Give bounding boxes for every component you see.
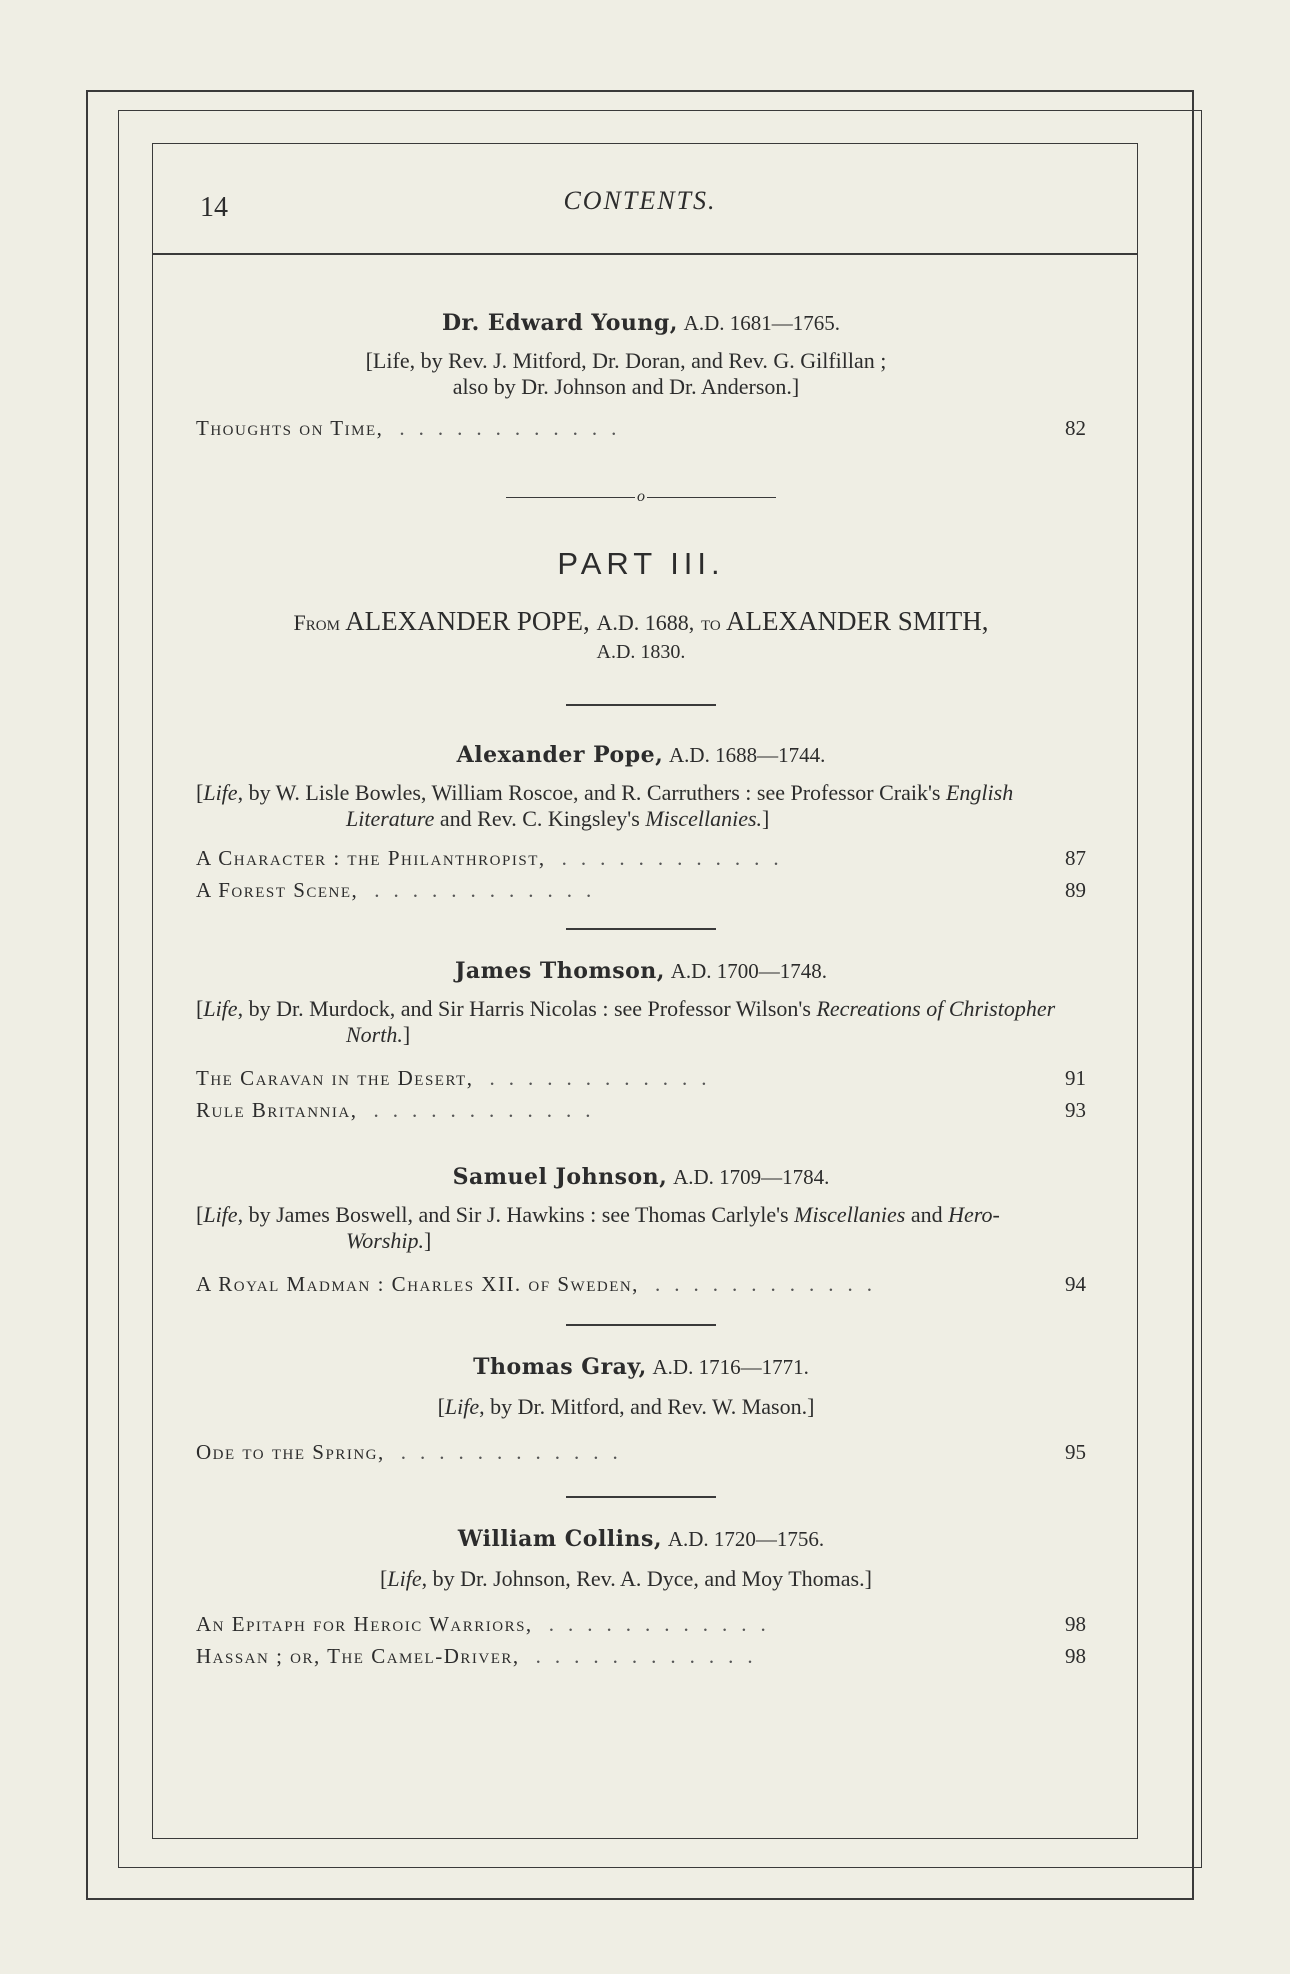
section-rule xyxy=(566,1496,716,1498)
leader-dots: ............ xyxy=(535,1644,767,1668)
author-name: Dr. Edward Young, xyxy=(441,310,678,336)
toc-entry[interactable] xyxy=(196,1640,1086,1672)
life-note: [Life, by Dr. Johnson, Rev. A. Dyce, and Moy Thomas.] xyxy=(380,1566,872,1591)
author-name: Thomas Gray, xyxy=(473,1354,647,1380)
entry-title: Thoughts on Time, xyxy=(196,416,384,440)
life-note-line: also by Dr. Johnson and Dr. Anderson.] xyxy=(452,374,800,399)
entry-title: A Forest Scene, xyxy=(196,878,359,902)
author-section-pope xyxy=(196,742,1086,906)
life-note xyxy=(196,348,1086,400)
author-heading xyxy=(196,742,1086,768)
entry-page: 95 xyxy=(1065,1440,1086,1464)
author-section-gray xyxy=(196,1354,1086,1468)
leader-dots: ............ xyxy=(400,1440,632,1464)
author-dates: A.D. 1709—1784. xyxy=(673,1165,830,1189)
entry-title: A Character : the Philanthropist, xyxy=(196,846,546,870)
life-note-line: [Life, by Rev. J. Mitford, Dr. Doran, and Rev. G. Gilfillan ; xyxy=(365,348,887,373)
entry-page: 91 xyxy=(1065,1066,1086,1090)
entry-title: A Royal Madman : Charles XII. of Sweden, xyxy=(196,1272,639,1296)
life-note: [Life, by James Boswell, and Sir J. Hawkins : see Thomas Carlyle's Miscellanies and Hero-Worship.] xyxy=(196,1202,1000,1253)
author-heading xyxy=(196,1164,1086,1190)
life-note: [Life, by Dr. Murdock, and Sir Harris Nicolas : see Professor Wilson's Recreations of Christopher North.] xyxy=(196,996,1056,1047)
life-note: [Life, by Dr. Mitford, and Rev. W. Mason.] xyxy=(437,1394,815,1419)
toc-entry[interactable] xyxy=(196,1268,1086,1300)
author-dates: A.D. 1700—1748. xyxy=(670,959,828,983)
leader-dots: ............ xyxy=(654,1272,886,1296)
header-rule xyxy=(152,253,1138,255)
toc-entry[interactable] xyxy=(196,1436,1086,1468)
ornament-divider xyxy=(506,488,776,506)
leader-dots: ............ xyxy=(489,1066,721,1090)
leader-dots: ............ xyxy=(373,1098,605,1122)
author-name: James Thomson, xyxy=(454,958,665,984)
author-dates: A.D. 1716—1771. xyxy=(652,1355,809,1379)
entry-title: Rule Britannia, xyxy=(196,1098,358,1122)
part-title: PART III. xyxy=(557,546,725,581)
author-heading xyxy=(196,958,1086,984)
contents-body xyxy=(196,310,1086,1672)
leader-dots: ............ xyxy=(548,1612,780,1636)
author-dates: A.D. 1720—1756. xyxy=(667,1527,825,1551)
toc-entry[interactable] xyxy=(196,842,1086,874)
toc-entry[interactable] xyxy=(196,1094,1086,1126)
author-section-thomson xyxy=(196,958,1086,1126)
entry-title: An Epitaph for Heroic Warriors, xyxy=(196,1612,533,1636)
entry-title: Hassan ; or, The Camel-Driver, xyxy=(196,1644,520,1668)
section-rule xyxy=(566,928,716,930)
author-heading xyxy=(196,1526,1086,1552)
author-dates: A.D. 1681—1765. xyxy=(683,311,841,335)
author-heading xyxy=(196,1354,1086,1380)
running-head: CONTENTS. xyxy=(563,186,717,215)
part-subtitle-date: A.D. 1830. xyxy=(596,641,686,663)
toc-entry[interactable] xyxy=(196,1062,1086,1094)
author-section-young xyxy=(196,310,1086,444)
life-note: [Life, by W. Lisle Bowles, William Roscoe, and R. Carruthers : see Professor Craik's English Literature and Rev. C. Kingsley's Miscellanies.] xyxy=(196,780,1014,831)
author-heading xyxy=(196,310,1086,336)
entry-title: The Caravan in the Desert, xyxy=(196,1066,474,1090)
author-dates: A.D. 1688—1744. xyxy=(669,743,826,767)
section-rule xyxy=(566,1324,716,1326)
section-rule xyxy=(566,704,716,706)
leader-dots: ............ xyxy=(561,846,793,870)
author-section-johnson xyxy=(196,1164,1086,1300)
ornament-mark: o xyxy=(637,488,645,505)
entry-page: 89 xyxy=(1065,878,1086,902)
leader-dots: ............ xyxy=(399,416,631,440)
page-number: 14 xyxy=(200,192,228,223)
toc-entry[interactable] xyxy=(196,874,1086,906)
leader-dots: ............ xyxy=(374,878,606,902)
entry-page: 87 xyxy=(1065,846,1086,870)
entry-page: 98 xyxy=(1065,1612,1086,1636)
author-section-collins xyxy=(196,1526,1086,1672)
entry-page: 93 xyxy=(1065,1098,1086,1122)
toc-entry[interactable] xyxy=(196,1608,1086,1640)
author-name: Alexander Pope, xyxy=(456,742,664,768)
entry-title: Ode to the Spring, xyxy=(196,1440,385,1464)
entry-page: 94 xyxy=(1065,1272,1086,1296)
entry-page: 98 xyxy=(1065,1644,1086,1668)
author-name: William Collins, xyxy=(457,1526,663,1552)
toc-entry[interactable] xyxy=(196,412,1086,444)
author-name: Samuel Johnson, xyxy=(452,1164,668,1190)
part-subtitle: From ALEXANDER POPE, A.D. 1688, to ALEXANDER SMITH, xyxy=(293,606,989,636)
entry-page: 82 xyxy=(1065,416,1086,440)
